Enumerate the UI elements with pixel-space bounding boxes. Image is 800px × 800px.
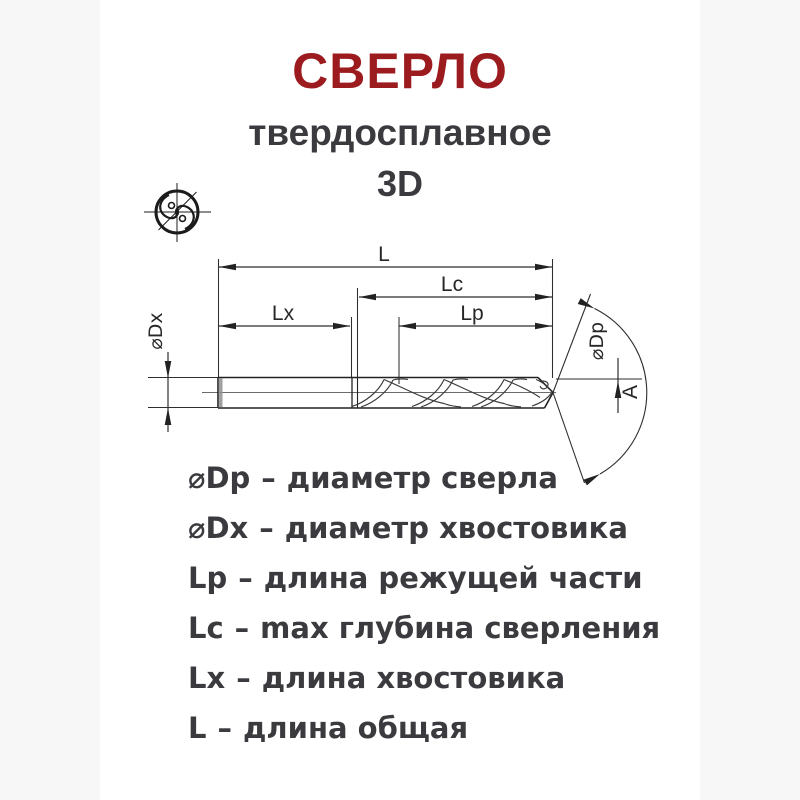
page-title: СВЕРЛО: [292, 43, 508, 99]
legend-item-cutting-length: [188, 561, 660, 611]
legend-separator: –: [236, 661, 251, 695]
legend-term: Lc: [188, 611, 224, 645]
legend-separator: –: [217, 711, 232, 745]
legend-item-shank-length: [188, 661, 660, 711]
legend-item-overall-length: [188, 711, 660, 761]
legend-separator: –: [259, 511, 274, 545]
drill-flutes: [352, 379, 552, 407]
legend-separator: –: [234, 611, 250, 645]
dim-label-overall-length: L: [378, 243, 390, 266]
legend-desc: длина хвостовика: [261, 661, 566, 695]
dim-label-point-angle: A: [619, 384, 642, 400]
legend-term: L: [188, 711, 207, 745]
dim-label-shank-diameter: ⌀Dx: [145, 312, 167, 350]
dim-label-max-depth: Lc: [440, 273, 464, 296]
legend-term: Lp: [188, 561, 228, 595]
legend-item-max-depth: [188, 611, 660, 661]
subtitle-variant: 3D: [376, 163, 424, 204]
legend-desc: диаметр хвостовика: [284, 511, 628, 545]
dim-label-shank-length: Lx: [271, 302, 295, 325]
legend-separator: –: [238, 561, 253, 595]
legend-desc: max глубина сверления: [260, 611, 661, 645]
legend-item-shank-diameter: [188, 511, 660, 561]
legend-term: Lx: [188, 661, 226, 695]
legend-term: ⌀Dp: [188, 461, 251, 495]
legend-desc: длина режущей части: [263, 561, 643, 595]
dim-label-cutting-length: Lp: [460, 302, 484, 325]
legend: [188, 461, 660, 761]
dim-label-drill-diameter: ⌀Dp: [586, 321, 608, 361]
legend-term: ⌀Dx: [188, 511, 249, 545]
subtitle-material: твердосплавное: [248, 112, 552, 153]
shank-end-face: [219, 378, 223, 408]
legend-desc: длина общая: [242, 711, 469, 745]
legend-separator: –: [261, 461, 276, 495]
drill-end-view-icon: [144, 183, 211, 242]
legend-item-drill-diameter: [188, 461, 660, 511]
legend-desc: диаметр сверла: [286, 461, 558, 495]
